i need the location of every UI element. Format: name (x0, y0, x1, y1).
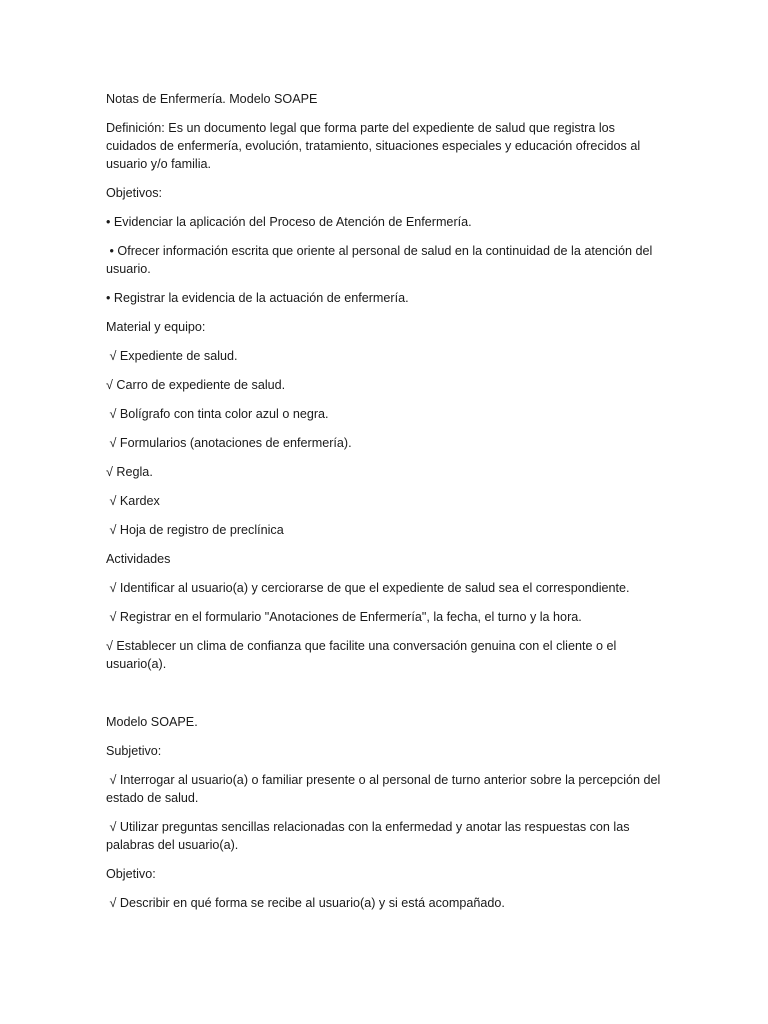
material-item: √ Expediente de salud. (106, 349, 238, 363)
objetivo-item: √ Describir en qué forma se recibe al usuario(a) y si está acompañado. (106, 896, 505, 910)
objetivos-item: • Registrar la evidencia de la actuación de enfermería. (106, 291, 409, 305)
actividades-item: √ Registrar en el formulario "Anotaciones de Enfermería", la fecha, el turno y la hora. (106, 610, 582, 624)
actividades-heading: Actividades (106, 552, 171, 566)
actividades-item: √ Identificar al usuario(a) y cerciorarse de que el expediente de salud sea el correspondiente. (106, 581, 630, 595)
subjetivo-heading: Subjetivo: (106, 744, 162, 758)
material-item: √ Carro de expediente de salud. (106, 378, 286, 392)
document-title: Notas de Enfermería. Modelo SOAPE (106, 92, 318, 106)
material-heading: Material y equipo: (106, 320, 206, 334)
material-item: √ Hoja de registro de preclínica (106, 523, 284, 537)
modelo-heading: Modelo SOAPE. (106, 715, 198, 729)
definition-paragraph: Definición: Es un documento legal que forma parte del expediente de salud que registra los cuidados de enfermería, evolución, tratamiento, situaciones especiales y educación ofrecidos al usuario y/o familia. (106, 121, 644, 171)
material-item: √ Bolígrafo con tinta color azul o negra. (106, 407, 329, 421)
objetivos-item: • Ofrecer información escrita que oriente al personal de salud en la continuidad de la atención del usuario. (106, 244, 656, 276)
actividades-item: √ Establecer un clima de confianza que facilite una conversación genuina con el cliente o el usuario(a). (106, 639, 620, 671)
material-item: √ Regla. (106, 465, 153, 479)
document-body (106, 90, 666, 923)
objetivos-item: • Evidenciar la aplicación del Proceso de Atención de Enfermería. (106, 215, 472, 229)
subjetivo-item: √ Interrogar al usuario(a) o familiar presente o al personal de turno anterior sobre la percepción del estado de salud. (106, 773, 664, 805)
material-item: √ Formularios (anotaciones de enfermería). (106, 436, 352, 450)
material-item: √ Kardex (106, 494, 160, 508)
blank-line (106, 684, 666, 713)
objetivos-heading: Objetivos: (106, 186, 162, 200)
subjetivo-item: √ Utilizar preguntas sencillas relacionadas con la enfermedad y anotar las respuestas con las palabras del usuario(a). (106, 820, 634, 852)
objetivo-heading: Objetivo: (106, 867, 156, 881)
